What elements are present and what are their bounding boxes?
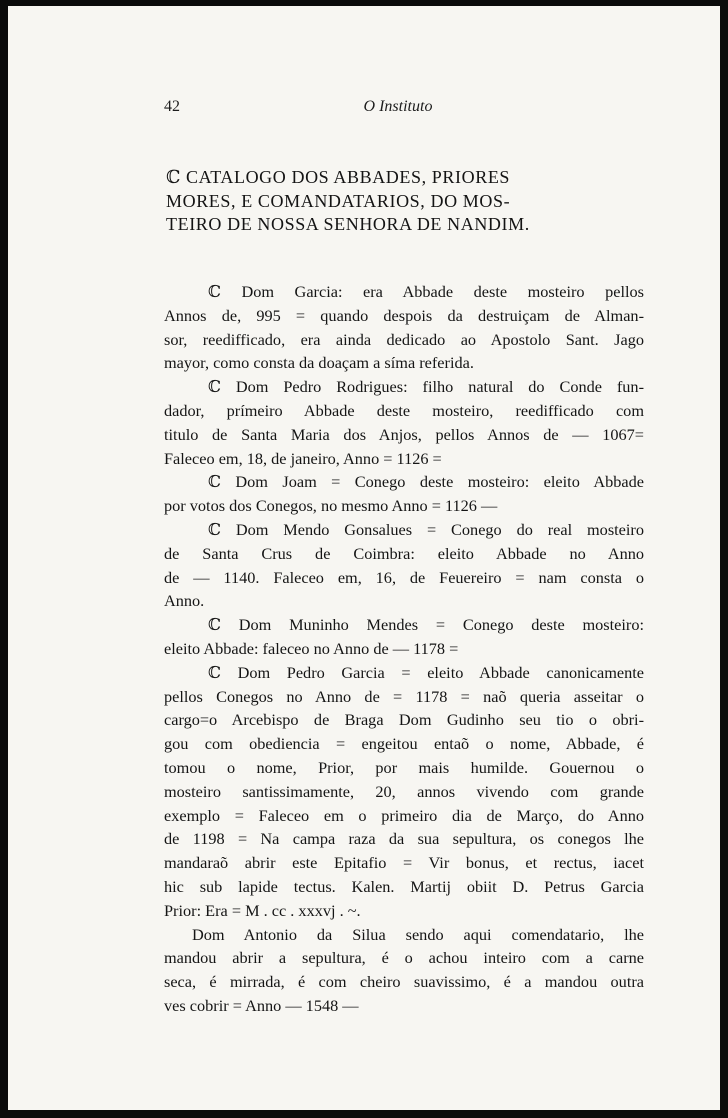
heading-line: TEIRO DE NOSSA SENHORA DE NANDIM.: [166, 214, 530, 234]
text-line: titulo de Santa Maria dos Anjos, pellos Annos de — 1067=: [164, 424, 644, 444]
text-line: por votos dos Conegos, no mesmo Anno = 1126 —: [164, 496, 498, 516]
text-line: hic sub lapide tectus. Kalen. Martij obiit D. Petrus Garcia: [164, 876, 644, 896]
text-line: Faleceo em, 18, de janeiro, Anno = 1126 =: [164, 448, 442, 468]
text-line: ℂ Dom Pedro Rodrigues: filho natural do Conde fun-: [208, 377, 644, 397]
text-line: dador, prímeiro Abbade deste mosteiro, reedifficado com: [164, 400, 644, 420]
text-line: Prior: Era = M . cc . xxxvj . ~.: [164, 900, 361, 920]
text-line: Anno.: [164, 591, 205, 611]
text-line: eleito Abbade: faleceo no Anno de — 1178 =: [164, 638, 459, 658]
text-line: de Santa Crus de Coimbra: eleito Abbade no Anno: [164, 543, 644, 563]
heading-line: MORES, E COMANDATARIOS, DO MOS-: [166, 190, 511, 211]
text-line: tomou o nome, Prior, por mais humilde. Gouernou o: [164, 757, 644, 777]
page-number: 42: [164, 98, 180, 115]
running-title: O Instituto: [363, 98, 433, 115]
text-line: cargo=o Arcebispo de Braga Dom Gudinho seu tio o obri-: [164, 710, 644, 730]
text-line: ℂ Dom Joam = Conego deste mosteiro: eleito Abbade: [208, 472, 644, 492]
text-line: ℂ Dom Muninho Mendes = Conego deste mosteiro:: [208, 615, 644, 635]
book-page: [8, 6, 720, 1110]
text-line: sor, reedifficado, era ainda dedicado ao Apostolo Sant. Jago: [164, 329, 644, 349]
heading-line: ℂ CATALOGO DOS ABBADES, PRIORES: [166, 167, 511, 187]
text-line: de 1198 = Na campa raza da sua sepultura, os conegos lhe: [164, 829, 644, 849]
text-line: Annos de, 995 = quando despois da destruiçam de Alman-: [164, 305, 644, 325]
section-heading: [166, 166, 646, 237]
text-line: ℂ Dom Garcia: era Abbade deste mosteiro pellos: [208, 282, 644, 301]
text-line: gou com obediencia = engeitou entaõ o nome, Abbade, é: [164, 734, 644, 754]
text-line: pellos Conegos no Anno de = 1178 = naõ queria asseitar o: [164, 686, 644, 706]
text-line: ℂ Dom Mendo Gonsalues = Conego do real mosteiro: [208, 519, 644, 539]
text-line: seca, é mirrada, é com cheiro suavissimo, é a mandou outra: [164, 972, 644, 992]
text-line: ves cobrir = Anno — 1548 —: [164, 995, 359, 1015]
text-line: ℂ Dom Pedro Garcia = eleito Abbade canonicamente: [208, 662, 644, 682]
text-line: mayor, como consta da doaçam a síma referida.: [164, 353, 474, 373]
body-text: [164, 280, 644, 1018]
text-line: mandaraõ abrir este Epitafio = Vir bonus, et rectus, iacet: [164, 853, 644, 873]
text-line: mandou abrir a sepultura, é o achou inteiro com a carne: [164, 948, 644, 968]
text-line: de — 1140. Faleceo em, 16, de Feuereiro = nam consta o: [164, 567, 644, 587]
text-line: exemplo = Faleceo em o primeiro dia de Março, do Anno: [164, 805, 644, 825]
text-line: mosteiro santissimamente, 20, annos vivendo com grande: [164, 781, 644, 801]
text-line: Dom Antonio da Silua sendo aqui comendatario, lhe: [192, 924, 644, 944]
